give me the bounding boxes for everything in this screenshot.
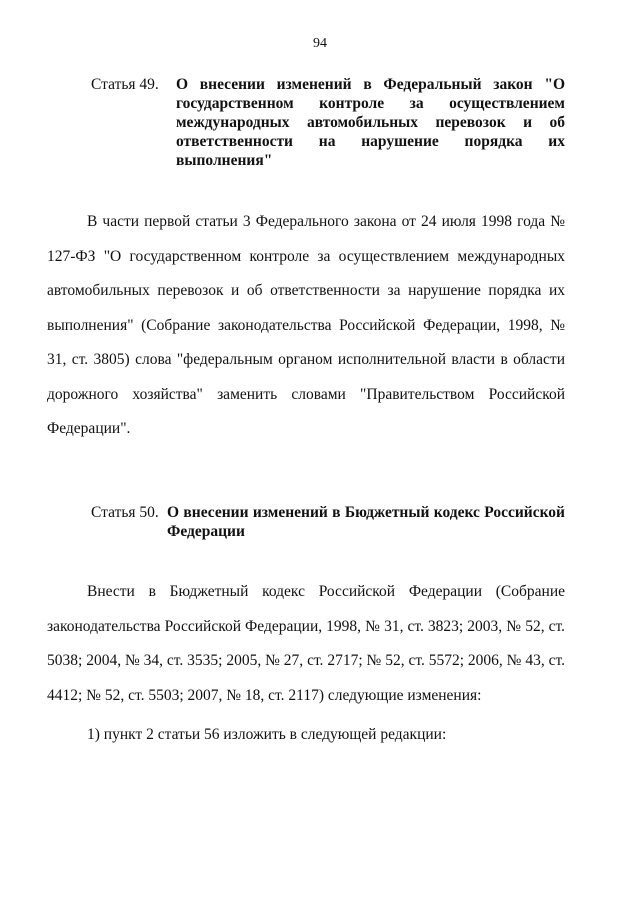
article-49-title: О внесении изменений в Федеральный закон "О государственном контроле за осуществлением международных автомобильных перевозок и об ответственности на нарушение порядка их выполнения" bbox=[176, 76, 565, 169]
article-50-heading bbox=[91, 503, 565, 541]
article-50-label: Статья 50. bbox=[91, 504, 159, 521]
article-50-body: Внести в Бюджетный кодекс Российской Федерации (Собрание законодательства Российской Федерации, 1998, № 31, ст. 3823; 2003, № 52, ст. 5038; 2004, № 34, ст. 3535; 2005, № 27, ст. 2717; № 52, ст. 5572; 2006, № 43, ст. 4412; № 52, ст. 5503; 2007, № 18, ст. 2117) следующие изменения: bbox=[47, 583, 565, 704]
article-49-heading bbox=[91, 75, 565, 170]
page-number: 94 bbox=[313, 36, 327, 51]
article-49-body: В части первой статьи 3 Федерального закона от 24 июля 1998 года № 127-ФЗ "О государственном контроле за осуществлением международных автомобильных перевозок и об ответственности за нарушение порядка их выполнения" (Собрание законодательства Российской Федерации, 1998, № 31, ст. 3805) слова "федеральным органом исполнительной власти в области дорожного хозяйства" заменить словами "Правительством Российской Федерации". bbox=[47, 213, 565, 437]
article-49-label: Статья 49. bbox=[91, 76, 159, 93]
article-50-title: О внесении изменений в Бюджетный кодекс Российской Федерации bbox=[167, 504, 565, 540]
article-50-item-1: 1) пункт 2 статьи 56 изложить в следующей редакции: bbox=[87, 726, 447, 743]
